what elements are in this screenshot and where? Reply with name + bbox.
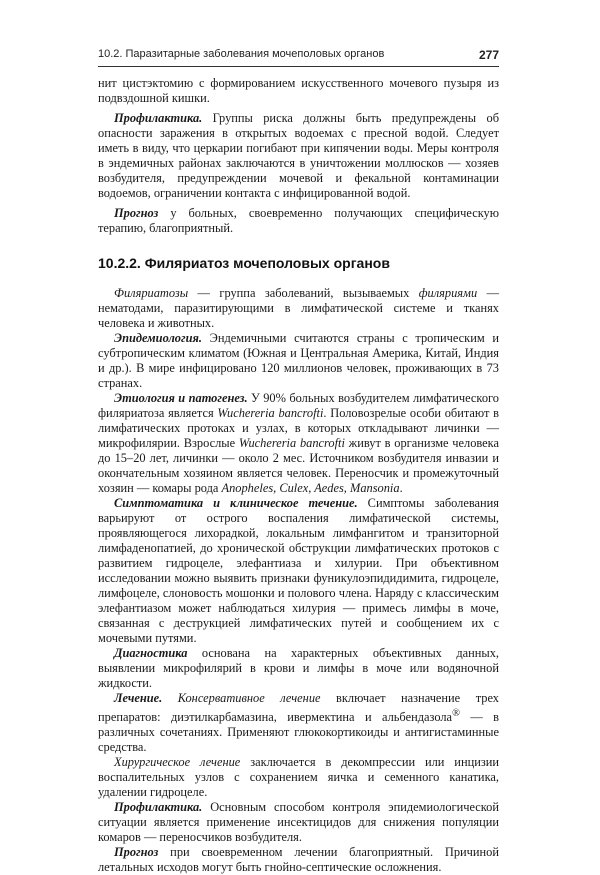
paragraph-symptoms: Симптоматика и клиническое течение. Симптомы заболевания варьируют от острого воспаления лимфатической системы, проявляющегося лихорадкой, локальным лимфангитом и транзиторной лимфаденопатией, до хронической обструкции лимфатических протоков с развитием гидроцеле, элефантиаза и хилурии. При объективном исследовании можно выявить признаки фуникулоэпидидимита, гидроцеле, лимфоцеле, слоновость мошонки и полового члена. Наряду с классическим элефантиазом может наблюдаться хилурия — примесь лимфы в моче, связанная с деструкцией лимфатических путей и сообщением их с мочевыми путями. — [98, 496, 500, 645]
species-name: Wuchereria bancrofti — [238, 436, 345, 450]
lead-treatment: Лечение. — [114, 691, 163, 705]
paragraph-treatment: Лечение. Консервативное лечение включает назначение трех препаратов: диэтилкарбамазина, ивермектина и альбендазола® — в различных сочетаниях. Применяют глюкокортикоиды и антигистаминные средства. — [98, 691, 500, 755]
paragraph-prognosis-schisto — [98, 206, 499, 236]
running-title: 10.2. Паразитарные заболевания мочеполовых органов — [98, 48, 385, 60]
paragraph-prevention-schisto — [98, 111, 499, 201]
paragraph-etiology: Этиология и патогенез. У 90% больных возбудителем лимфатического филяриатоза является Wuchereria bancrofti. Половозрелые особи обитают в лимфатических протоках и узлах, в которых откладывают личинки — микрофилярии. Взрослые Wuchereria bancrofti живут в организме человека до 15–20 лет, личинки — около 2 мес. Источником возбудителя инвазии и окончательным хозяином является человек. Переносчик и промежуточный хозяин — комары рода Anopheles, Culex, Aedes, Mansonia. — [98, 391, 500, 495]
species-name: Wuchereria bancrofti — [217, 406, 324, 420]
lead-prevention: Профилактика. — [114, 111, 203, 125]
paragraph-prevention: Профилактика. Основным способом контроля эпидемиологической ситуации является применение инсектицидов для снижения популяции комаров — переносчиков возбудителя. — [98, 800, 499, 845]
text-prevention: Группы риска должны быть предупреждены об опасности заражения в открытых водоемах с пресной водой. Следует иметь в виду, что церкарии погибают при кипячении воды. Меры контроля в эндемичных районах заключаются в уничтожении моллюсков — хозяев возбудителя, предупреждении мочевой и фекальной контаминации водоемов, ограничении контакта с инфицированной водой. — [98, 111, 499, 200]
lead-prognosis: Прогноз — [114, 206, 159, 220]
lead-etiology: Этиология и патогенез. — [114, 391, 248, 405]
lead-epidemiology: Эпидемиология. — [114, 331, 202, 345]
paragraph-prognosis: Прогноз при своевременном лечении благоприятный. Причиной летальных исходов могут быть гнойно-септические осложнения. — [98, 845, 499, 875]
paragraph-surgery: Хирургическое лечение заключается в декомпрессии или инцизии воспалительных узлов с сохранением яичка и семенного канатика, удалении гидроцеле. — [98, 755, 499, 800]
paragraph-definition: Филяриатозы — группа заболеваний, вызываемых филяриями — нематодами, паразитирующими в лимфатической системе и тканях человека и животных. — [98, 286, 499, 330]
registered-mark: ® — [452, 708, 460, 719]
header-rule — [98, 66, 499, 67]
text-prognosis: у больных, своевременно получающих специфическую терапию, благоприятный. — [98, 206, 499, 235]
term-surgical: Хирургическое лечение — [114, 755, 241, 770]
running-head — [98, 48, 499, 64]
paragraph-diagnostics: Диагностика основана на характерных объективных данных, выявлении микрофилярий в крови и лимфы в моче или водяночной жидкости. — [98, 646, 499, 690]
lead-symptoms: Симптоматика и клиническое течение. — [114, 496, 358, 510]
page-number: 277 — [478, 48, 499, 62]
term-filariasis: Филяриатозы — [114, 286, 189, 300]
section-heading: 10.2.2. Филяриатоз мочеполовых органов — [98, 255, 390, 271]
paragraph-epidemiology: Эпидемиология. Эндемичными считаются страны с тропическим и субтропическим климатом (Южная и Центральная Америка, Китай, Индия и др.). В мире инфицировано 120 миллионов человек, проживающих в 73 странах. — [98, 331, 499, 390]
paragraph-continuation: нит цистэктомию с формированием искусственного мочевого пузыря из подвздошной кишки. — [98, 76, 499, 105]
lead-prevention-filariasis: Профилактика. — [114, 800, 203, 815]
term-filariae: филяриями — [418, 286, 478, 300]
body-text — [98, 76, 499, 875]
term-conservative: Консервативное лечение — [162, 691, 321, 705]
lead-prognosis-filariasis: Прогноз — [114, 845, 159, 860]
lead-diagnostics: Диагностика — [114, 646, 188, 660]
mosquito-genera: Anopheles, Culex, Aedes, Mansonia — [221, 481, 400, 495]
